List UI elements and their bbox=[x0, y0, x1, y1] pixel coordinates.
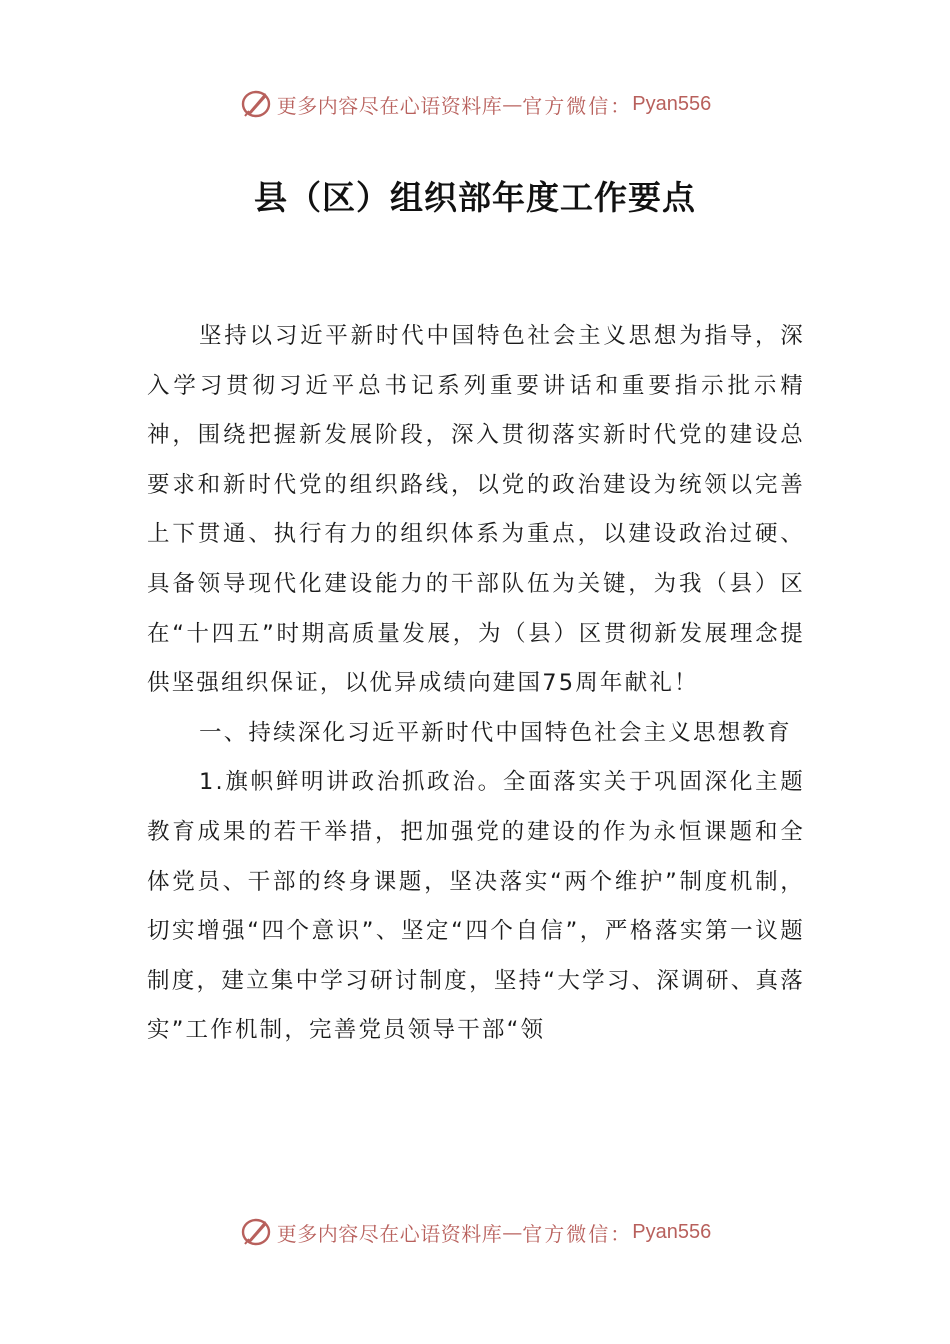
item-paragraph: 1.旗帜鲜明讲政治抓政治。全面落实关于巩固深化主题教育成果的若干举措，把加强党的建设的作为永恒课题和全体党员、干部的终身课题，坚决落实“两个维护”制度机制，切实增强“四个意识”、坚定“四个自信”，严格落实第一议题制度，建立集中学习研讨制度，坚持“大学习、深调研、真落实”工作机制，完善党员领导干部“领 bbox=[147, 769, 805, 1044]
document-title: 县（区）组织部年度工作要点 bbox=[254, 178, 696, 217]
watermark-banner-bottom bbox=[0, 1212, 950, 1252]
watermark-text: 更多内容尽在心语资料库 bbox=[276, 1221, 503, 1246]
watermark-banner-top bbox=[0, 84, 950, 124]
quill-logo-icon bbox=[239, 1215, 273, 1249]
watermark-wechat-label: 官方微信： bbox=[522, 93, 633, 118]
watermark-wechat-id: Pyan556 bbox=[632, 92, 712, 115]
intro-paragraph: 坚持以习近平新时代中国特色社会主义思想为指导，深入学习贯彻习近平总书记系列重要讲话和重要指示批示精神，围绕把握新发展阶段，深入贯彻落实新时代党的建设总要求和新时代党的组织路线，以党的政治建设为统领以完善上下贯通、执行有力的组织体系为重点，以建设政治过硬、具备领导现代化建设能力的干部队伍为关键，为我（县）区在“十四五”时期高质量发展，为（县）区贯彻新发展理念提供坚强组织保证，以优异成绩向建国75周年献礼！ bbox=[147, 323, 805, 697]
watermark-dash: — bbox=[502, 92, 523, 116]
document-body bbox=[147, 312, 805, 1056]
quill-logo-icon bbox=[239, 87, 273, 121]
watermark-dash: — bbox=[502, 1220, 523, 1244]
watermark-wechat-id: Pyan556 bbox=[632, 1220, 712, 1243]
watermark-text: 更多内容尽在心语资料库 bbox=[276, 93, 503, 118]
section-heading: 一、持续深化习近平新时代中国特色社会主义思想教育 bbox=[199, 719, 792, 746]
watermark-wechat-label: 官方微信： bbox=[522, 1221, 633, 1246]
